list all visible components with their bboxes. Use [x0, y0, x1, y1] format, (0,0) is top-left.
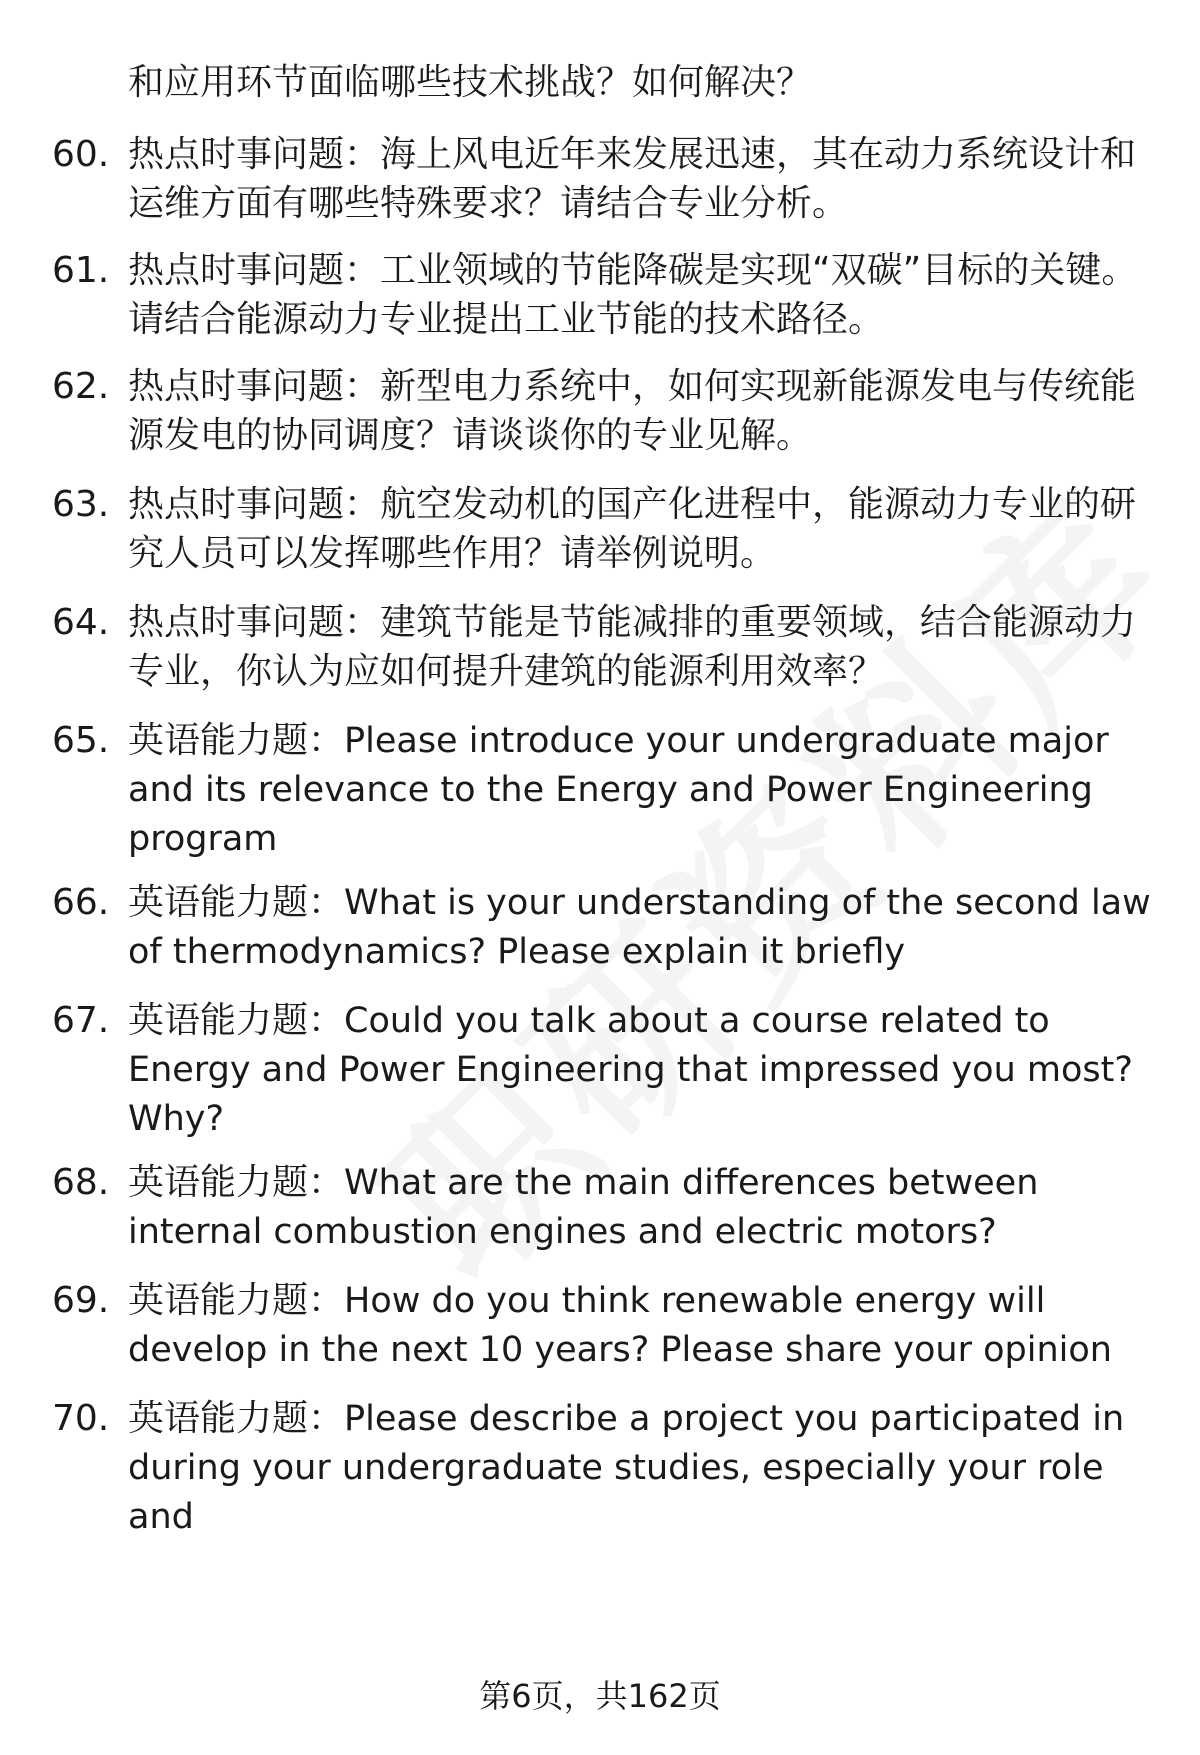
question-category: 英语能力题： [128, 882, 345, 923]
question-body: What is your understanding of the second law of thermodynamics? Please explain it briefly [128, 883, 1151, 972]
question-category: 热点时事问题： [128, 484, 381, 525]
question-body: 建筑节能是节能减排的重要领域，结合能源动力专业，你认为应如何提升建筑的能源利用效率？ [128, 602, 1137, 692]
question-category: 英语能力题： [128, 1280, 345, 1321]
question-number: 70. [52, 1398, 110, 1439]
question-body: 新型电力系统中，如何实现新能源发电与传统能源发电的协同调度？请谈谈你的专业见解。 [128, 366, 1137, 456]
question-number: 62. [52, 366, 110, 407]
question-number: 66. [52, 882, 110, 923]
question-number: 65. [52, 720, 110, 761]
question-body: What are the main differences between internal combustion engines and electric motors? [128, 1163, 1039, 1252]
question-text [128, 246, 1160, 344]
question-text [128, 130, 1160, 228]
question-body: How do you think renewable energy will develop in the next 10 years? Please share your opinion [128, 1281, 1112, 1370]
question-text [128, 598, 1160, 696]
question-number: 63. [52, 484, 110, 525]
question-number: 60. [52, 134, 110, 175]
question-body: 海上风电近年来发展迅速，其在动力系统设计和运维方面有哪些特殊要求？请结合专业分析。 [128, 134, 1137, 224]
question-number: 67. [52, 1000, 110, 1041]
question-category: 热点时事问题： [128, 366, 381, 407]
question-category: 英语能力题： [128, 1000, 345, 1041]
question-number: 68. [52, 1162, 110, 1203]
question-body: Please introduce your undergraduate major and its relevance to the Energy and Power Engineering program [128, 721, 1109, 859]
page-number-footer: 第6页，共162页 [479, 1677, 721, 1715]
question-category: 英语能力题： [128, 720, 345, 761]
question-body: 工业领域的节能降碳是实现“双碳”目标的关键。请结合能源动力专业提出工业节能的技术路径。 [128, 250, 1138, 340]
question-text [128, 996, 1160, 1144]
question-category: 热点时事问题： [128, 602, 381, 643]
question-text [128, 878, 1160, 977]
question-text [128, 1276, 1160, 1375]
question-category: 热点时事问题： [128, 134, 381, 175]
continuation-text: 和应用环节面临哪些技术挑战？如何解决？ [128, 62, 813, 103]
question-number: 69. [52, 1280, 110, 1321]
question-body: Could you talk about a course related to Energy and Power Engineering that impressed you most? Why? [128, 1001, 1133, 1139]
question-text [128, 480, 1160, 578]
question-category: 热点时事问题： [128, 250, 381, 291]
question-body: 航空发动机的国产化进程中，能源动力专业的研究人员可以发挥哪些作用？请举例说明。 [128, 484, 1137, 574]
question-number: 61. [52, 250, 110, 291]
question-category: 英语能力题： [128, 1398, 345, 1439]
question-number: 64. [52, 602, 110, 643]
question-text [128, 716, 1160, 864]
question-text [128, 362, 1160, 460]
question-body: Please describe a project you participated in during your undergraduate studies, especially your role and [128, 1399, 1125, 1537]
question-text [128, 1158, 1160, 1257]
question-category: 英语能力题： [128, 1162, 345, 1203]
question-text [128, 1394, 1160, 1542]
